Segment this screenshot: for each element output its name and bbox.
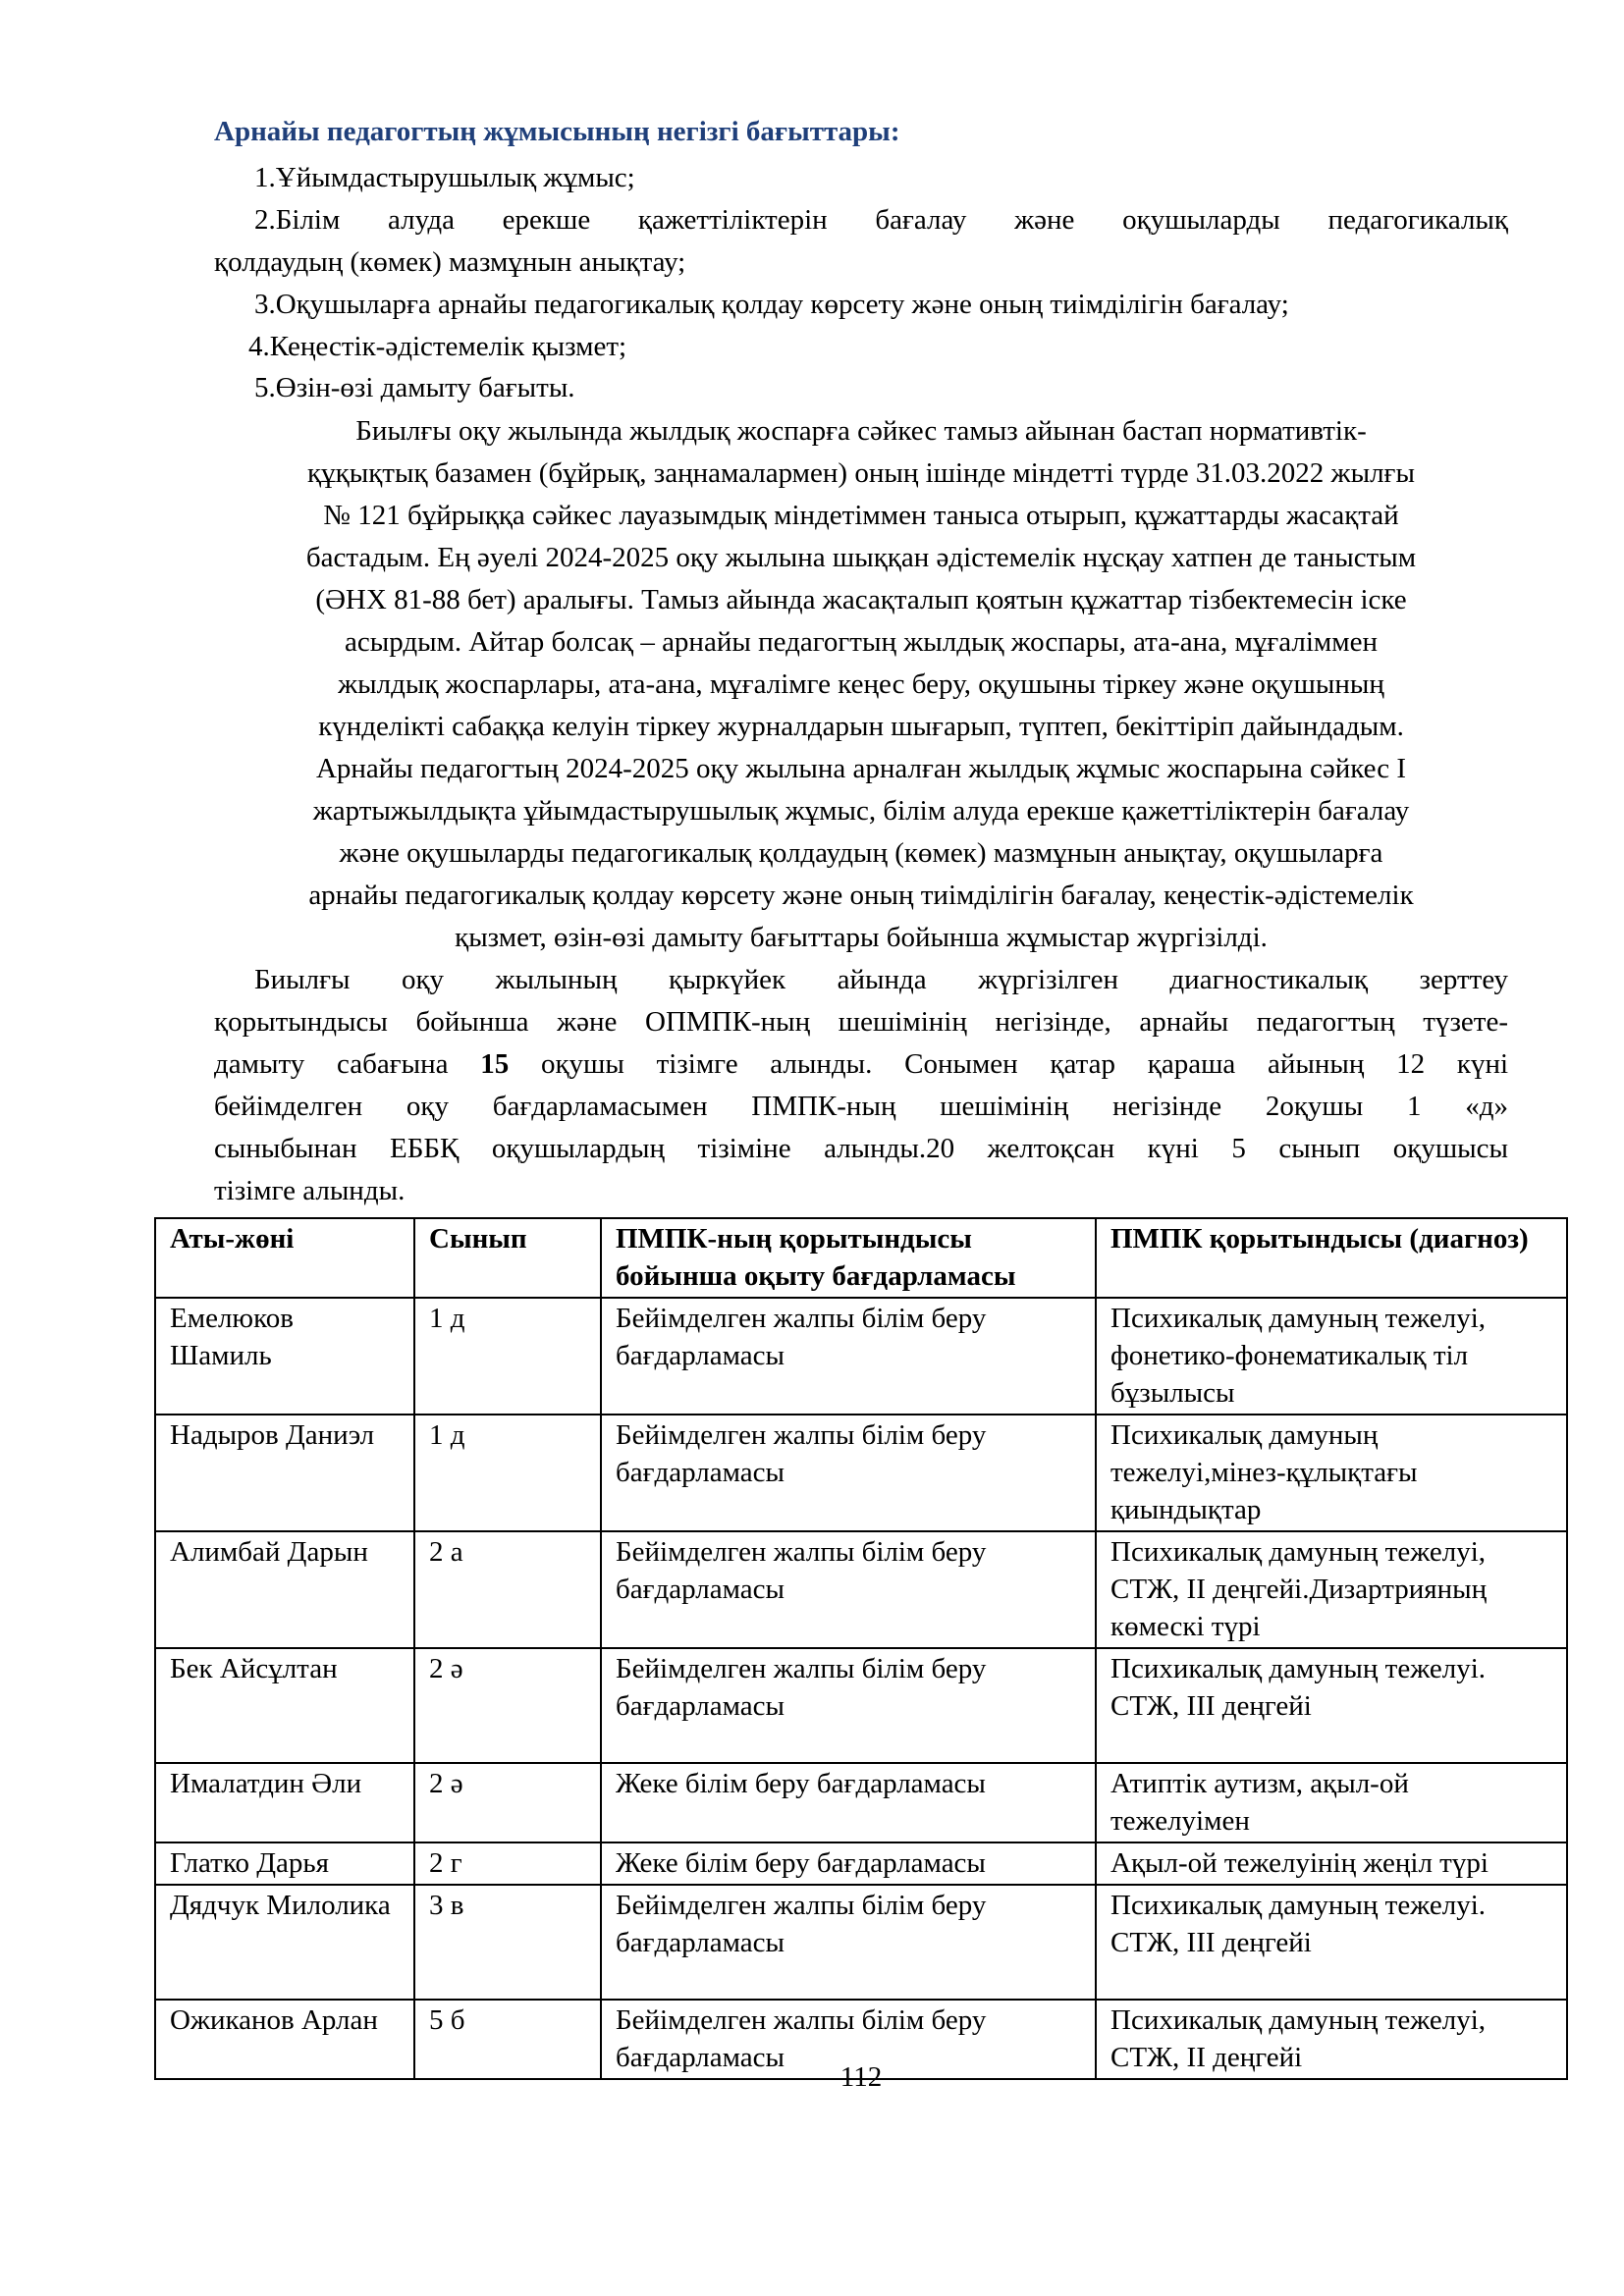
cell-program: Жеке білім беру бағдарламасы <box>601 1763 1096 1842</box>
table-row <box>155 1885 1567 2000</box>
cell-program: Бейімделген жалпы білім беру бағдарламасы <box>601 1415 1096 1531</box>
paragraph-line: құқықтық базамен (бұйрық, заңнамалармен) оның ішінде міндетті түрде 31.03.2022 жылғы <box>307 457 1415 489</box>
cell-program: Бейімделген жалпы білім беру бағдарламасы <box>601 1648 1096 1763</box>
direction-item: 1.Ұйымдастырушылық жұмыс; <box>254 162 635 193</box>
paragraph-text: дамыту сабағына <box>214 1048 449 1080</box>
cell-diagnosis: Психикалық дамуның тежелуі. СТЖ, ІІІ деңгейі <box>1096 1885 1567 2000</box>
table-row <box>155 1763 1567 1842</box>
cell-program: Бейімделген жалпы білім беру бағдарламасы <box>601 1885 1096 2000</box>
cell-class: 1 д <box>414 1298 601 1415</box>
paragraph-text: оқушы тізімге алынды. Сонымен қатар қараша айының 12 күні <box>540 1048 1509 1080</box>
direction-item: 5.Өзін-өзі дамыту бағыты. <box>254 372 575 403</box>
paragraph-line: қызмет, өзін-өзі дамыту бағыттары бойынша жұмыстар жүргізілді. <box>455 922 1268 953</box>
header-program: ПМПК-ның қорытындысы бойынша оқыту бағдарламасы <box>601 1218 1096 1298</box>
table-row <box>155 1842 1567 1885</box>
cell-diagnosis: Психикалық дамуның тежелуі. СТЖ, ІІІ деңгейі <box>1096 1648 1567 1763</box>
table-row <box>155 1531 1567 1648</box>
paragraph-line: сыныбынан ЕББҚ оқушылардың тізіміне алынды.20 желтоқсан күні 5 сынып оқушысы <box>214 1133 1508 1164</box>
cell-class: 2 а <box>414 1531 601 1648</box>
header-diagnosis: ПМПК қорытындысы (диагноз) <box>1096 1218 1567 1298</box>
paragraph-line: тізімге алынды. <box>214 1175 406 1206</box>
cell-class: 2 ә <box>414 1763 601 1842</box>
paragraph-line: (ӘНХ 81-88 бет) аралығы. Тамыз айында жасақталып қоятын құжаттар тізбектемесін іске <box>315 584 1407 615</box>
cell-program: Бейімделген жалпы білім беру бағдарламасы <box>601 2000 1096 2079</box>
table-row <box>155 1298 1567 1415</box>
cell-class: 3 в <box>414 1885 601 2000</box>
cell-class: 1 д <box>414 1415 601 1531</box>
paragraph-line: асырдым. Айтар болсақ – арнайы педагогтың жылдық жоспары, ата-ана, мұғаліммен <box>344 626 1378 658</box>
header-name: Аты-жөні <box>155 1218 414 1298</box>
cell-program: Жеке білім беру бағдарламасы <box>601 1842 1096 1885</box>
table-row <box>155 1648 1567 1763</box>
cell-class: 5 б <box>414 2000 601 2079</box>
paragraph-line: күнделікті сабаққа келуін тіркеу журналдарын шығарып, түптеп, бекіттіріп дайындадым. <box>318 711 1404 742</box>
cell-class: 2 ә <box>414 1648 601 1763</box>
cell-diagnosis: Психикалық дамуның тежелуі, СТЖ, ІІ деңгейі <box>1096 2000 1567 2079</box>
student-count: 15 <box>480 1048 510 1080</box>
paragraph-line: қорытындысы бойынша және ОПМПК-ның шешімінің негізінде, арнайы педагогтың түзете- <box>214 1006 1508 1038</box>
cell-name: Дядчук Милолика <box>155 1885 414 2000</box>
paragraph-line: бастадым. Ең әуелі 2024-2025 оқу жылына шыққан әдістемелік нұсқау хатпен де таныстым <box>305 542 1417 573</box>
students-table <box>154 1217 1568 2080</box>
paragraph-line: Биылғы оқу жылының қыркүйек айында жүргізілген диагностикалық зерттеу <box>254 964 1508 995</box>
paragraph-line: арнайы педагогикалық қолдау көрсету және оның тиімділігін бағалау, кеңестік-әдістемелік <box>308 880 1414 911</box>
section-heading: Арнайы педагогтың жұмысының негізгі бағыттары: <box>214 116 900 147</box>
cell-diagnosis: Психикалық дамуның тежелуі, СТЖ, ІІ деңгейі.Дизартрияның көмескі түрі <box>1096 1531 1567 1648</box>
direction-item-continued: қолдаудың (көмек) мазмұнын анықтау; <box>214 246 686 278</box>
header-class: Сынып <box>414 1218 601 1298</box>
cell-program: Бейімделген жалпы білім беру бағдарламасы <box>601 1531 1096 1648</box>
cell-name: Ималатдин Әли <box>155 1763 414 1842</box>
table-header-row <box>155 1218 1567 1298</box>
direction-item: 3.Оқушыларға арнайы педагогикалық қолдау көрсету және оның тиімділігін бағалау; <box>254 289 1289 320</box>
paragraph-line: жартыжылдықта ұйымдастырушылық жұмыс, білім алуда ерекше қажеттіліктерін бағалау <box>312 795 1410 827</box>
page-number: 112 <box>839 2061 883 2093</box>
cell-name: Надыров Даниэл <box>155 1415 414 1531</box>
cell-name: Емелюков Шамиль <box>155 1298 414 1415</box>
paragraph-line: жылдық жоспарлары, ата-ана, мұғалімге кеңес беру, оқушыны тіркеу және оқушының <box>338 668 1384 700</box>
cell-diagnosis: Ақыл-ой тежелуінің жеңіл түрі <box>1096 1842 1567 1885</box>
table-row <box>155 1415 1567 1531</box>
paragraph-line: Биылғы оқу жылында жылдық жоспарға сәйкес тамыз айынан бастап нормативтік- <box>355 415 1367 447</box>
direction-item: 4.Кеңестік-әдістемелік қызмет; <box>248 331 627 362</box>
cell-diagnosis: Атиптік аутизм, ақыл-ой тежелуімен <box>1096 1763 1567 1842</box>
paragraph-line <box>214 1042 1508 1086</box>
cell-name: Ожиканов Арлан <box>155 2000 414 2079</box>
paragraph-line: және оқушыларды педагогикалық қолдаудың (көмек) мазмұнын анықтау, оқушыларға <box>339 837 1383 869</box>
cell-diagnosis: Психикалық дамуның тежелуі,мінез-құлықтағы қиындықтар <box>1096 1415 1567 1531</box>
cell-name: Глатко Дарья <box>155 1842 414 1885</box>
cell-program: Бейімделген жалпы білім беру бағдарламасы <box>601 1298 1096 1415</box>
paragraph-line: бейімделген оқу бағдарламасымен ПМПК-ның шешімінің негізінде 2оқушы 1 «д» <box>214 1091 1508 1122</box>
paragraph-line: № 121 бұйрыққа сәйкес лауазымдық міндетіммен таныса отырып, құжаттарды жасақтай <box>323 500 1399 531</box>
cell-name: Алимбай Дарын <box>155 1531 414 1648</box>
cell-name: Бек Айсұлтан <box>155 1648 414 1763</box>
paragraph-line: Арнайы педагогтың 2024-2025 оқу жылына арналған жылдық жұмыс жоспарына сәйкес І <box>315 753 1407 784</box>
cell-diagnosis: Психикалық дамуның тежелуі, фонетико-фонематикалық тіл бұзылысы <box>1096 1298 1567 1415</box>
direction-item: 2.Білім алуда ерекше қажеттіліктерін бағалау және оқушыларды педагогикалық <box>254 204 1508 236</box>
cell-class: 2 г <box>414 1842 601 1885</box>
